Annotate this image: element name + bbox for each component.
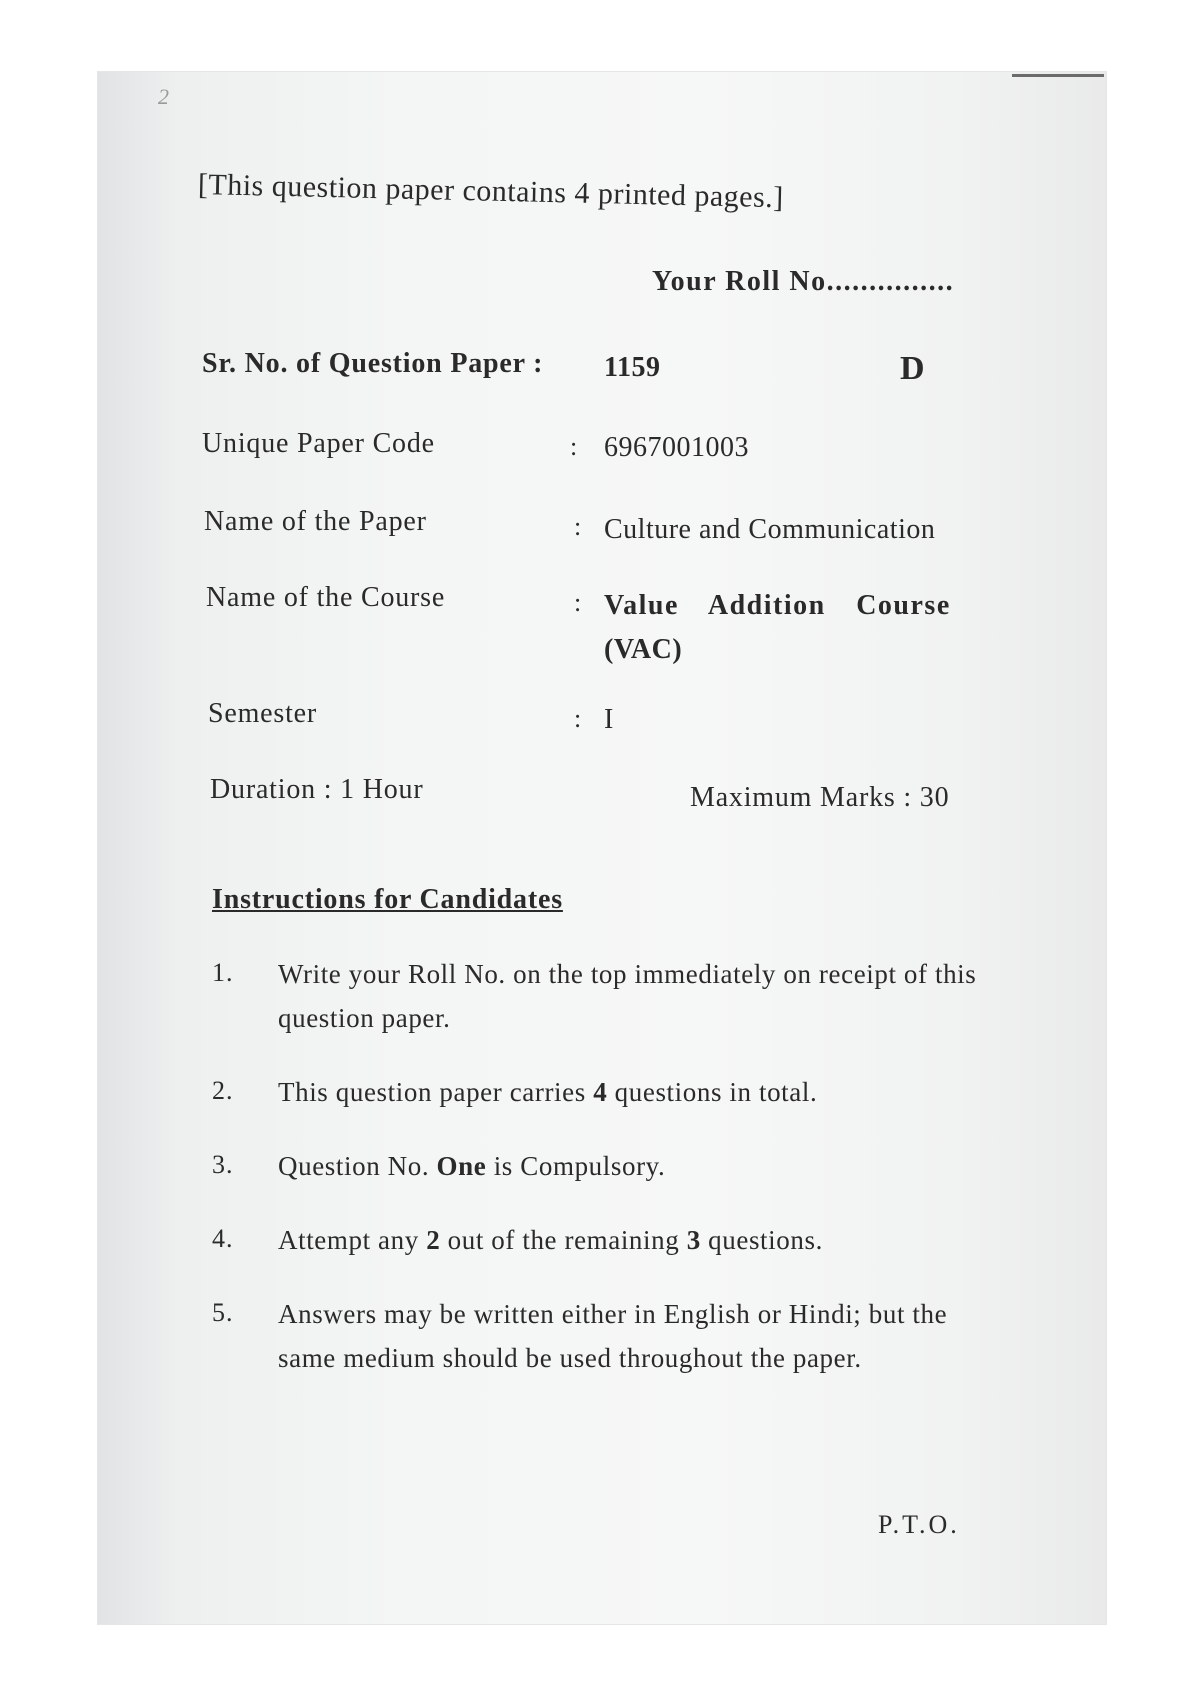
course-name-value-line2: (VAC) [604,634,683,665]
instructions-heading: Instructions for Candidates [212,884,563,915]
instruction-number: 4. [212,1224,234,1253]
max-marks-text: Maximum Marks : 30 [690,782,950,813]
page-count-note: [This question paper contains 4 printed pages.] [197,168,785,215]
paper-name-label: Name of the Paper [204,506,427,537]
semester-value: I [604,704,614,735]
semester-colon: : [574,704,582,733]
sr-no-label: Sr. No. of Question Paper : [202,348,544,379]
instruction-text: Attempt any 2 out of the remaining 3 questions. [278,1225,823,1255]
series-letter: D [900,350,925,387]
top-edge-line [1012,74,1104,77]
instruction-number: 1. [212,958,234,987]
instruction-text: Question No. One is Compulsory. [278,1151,666,1181]
pencil-mark: 2 [158,84,169,109]
instruction-text: Answers may be written either in English or Hindi; but the same medium should be used throughout the paper. [278,1299,948,1373]
sr-no-value: 1159 [604,352,661,383]
paper-code-colon: : [570,432,578,461]
paper-name-colon: : [574,512,582,541]
paper-code-label: Unique Paper Code [202,428,435,459]
paper-name-value: Culture and Communication [604,514,936,545]
instruction-number: 3. [212,1150,234,1179]
instruction-number: 2. [212,1076,234,1105]
course-name-colon: : [574,588,582,617]
course-name-label: Name of the Course [206,582,446,613]
duration-text: Duration : 1 Hour [210,774,424,805]
instruction-text: This question paper carries 4 questions in total. [278,1077,818,1107]
instruction-number: 5. [212,1298,234,1327]
paper-sheet [98,72,1106,1624]
instruction-text: Write your Roll No. on the top immediately on receipt of this question paper. [278,959,977,1033]
roll-number-field: Your Roll No............... [652,266,955,297]
please-turn-over: P.T.O. [878,1510,960,1539]
paper-code-value: 6967001003 [604,432,749,463]
semester-label: Semester [208,698,318,729]
course-name-value: Value Addition Course [604,590,951,621]
